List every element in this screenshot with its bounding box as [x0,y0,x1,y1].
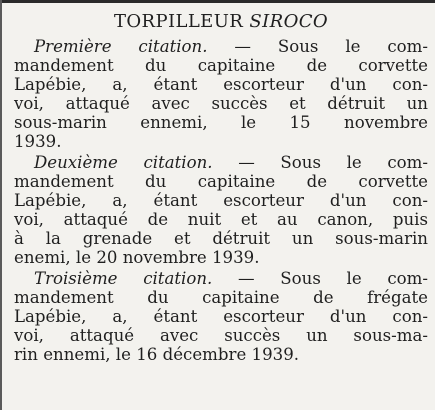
citation-3 [14,269,428,364]
left-border [0,0,2,410]
citation-line: Lapébie, a, étant escorteur d'un con- [14,75,428,94]
citation-text: — Sous le com- [212,269,428,288]
citation-lead: Troisième citation. [34,269,213,288]
citation-line: 1939. [14,132,62,151]
citation-line: rin ennemi, le 16 décembre 1939. [14,345,300,364]
newspaper-clipping [14,11,428,366]
citation-lead: Première citation. [34,37,208,56]
citation-line: Lapébie, a, étant escorteur d'un con- [14,307,428,326]
citation-text: — Sous le com- [212,153,428,172]
article-title [14,11,428,33]
citation-line: voi, attaqué avec succès et détruit un [14,94,428,113]
ship-name: SIROCO [249,11,329,32]
citation-line: sous-marin ennemi, le 15 novembre [14,113,428,132]
citation-line: Lapébie, a, étant escorteur d'un con- [14,191,428,210]
top-border [0,0,435,3]
citation-2 [14,153,428,267]
citation-line [14,37,428,56]
citation-line [14,153,428,172]
citation-line: mandement du capitaine de corvette [14,172,428,191]
citation-line: mandement du capitaine de frégate [14,288,428,307]
citation-line: mandement du capitaine de corvette [14,56,428,75]
citation-line: voi, attaqué avec succès un sous-ma- [14,326,428,345]
citation-1 [14,37,428,151]
citation-text: — Sous le com- [207,37,428,56]
title-prefix: TORPILLEUR [113,11,244,32]
citation-line: à la grenade et détruit un sous-marin [14,229,428,248]
citation-line: enemi, le 20 novembre 1939. [14,248,260,267]
citation-lead: Deuxième citation. [34,153,213,172]
citation-line [14,269,428,288]
citation-line: voi, attaqué de nuit et au canon, puis [14,210,428,229]
